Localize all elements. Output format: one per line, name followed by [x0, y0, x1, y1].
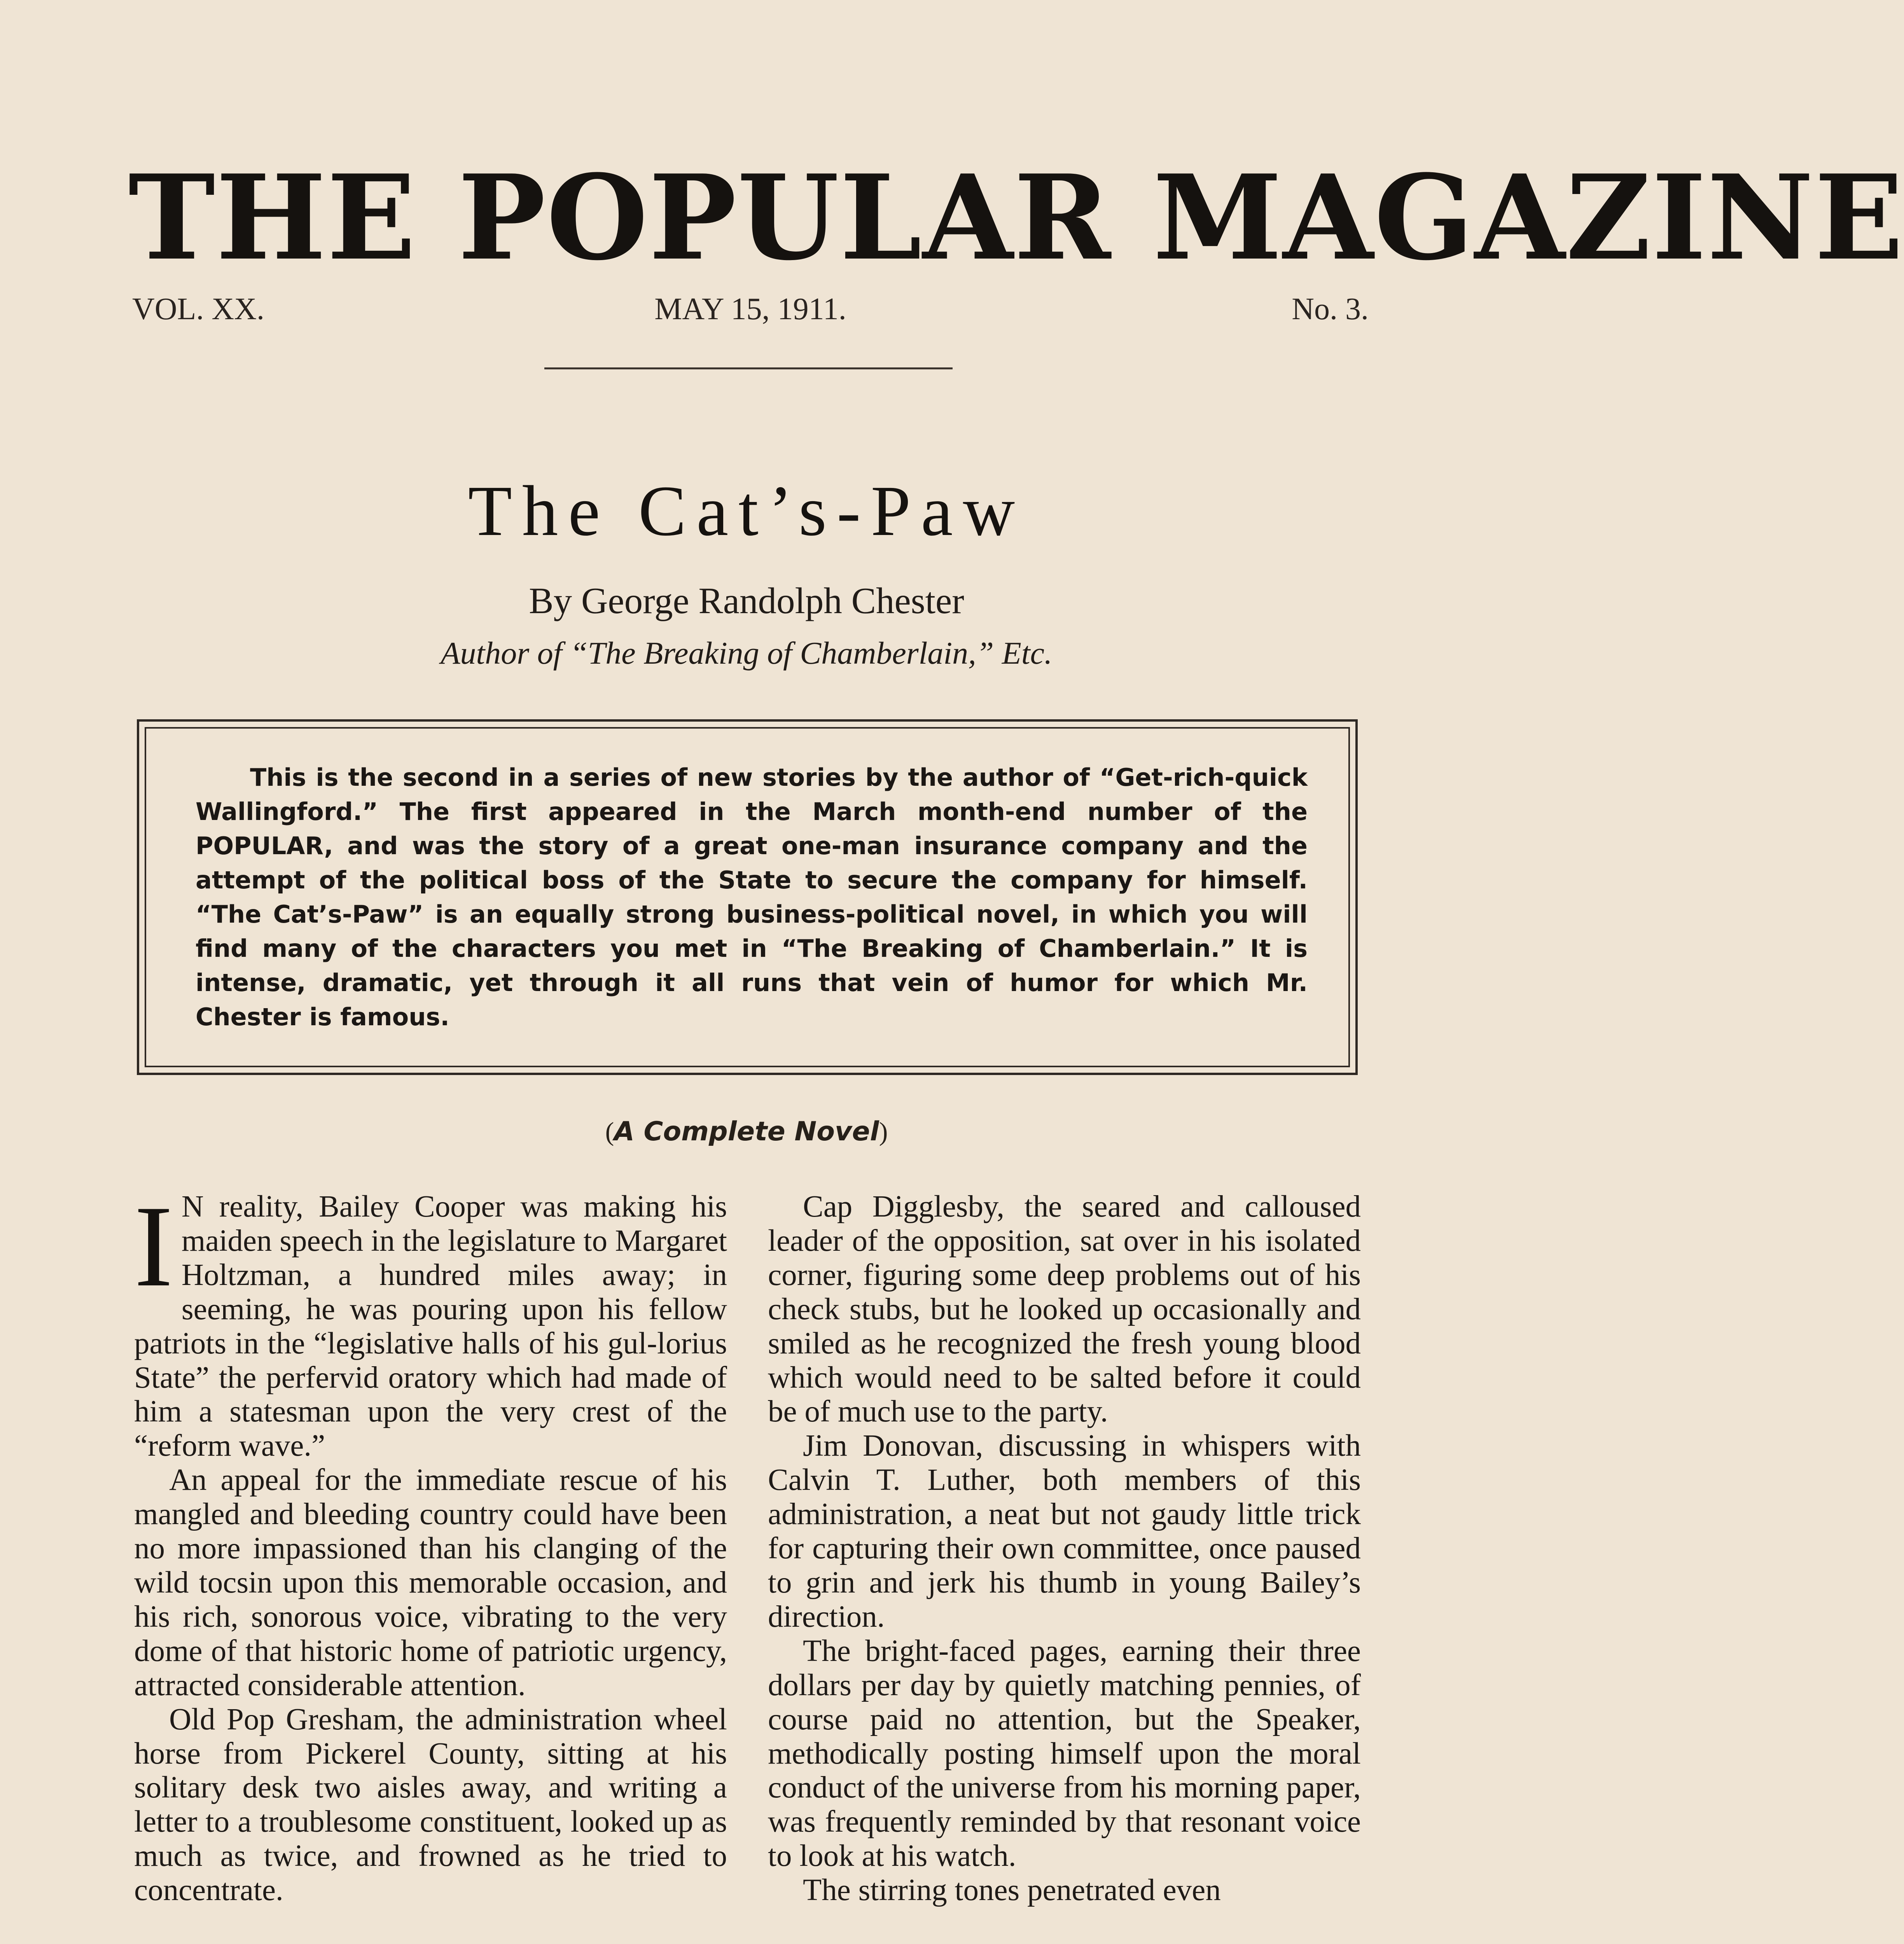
paragraph [134, 1182, 727, 1463]
intro-box [137, 719, 1358, 1075]
paragraph-text: N reality, Bailey Cooper was making his maiden speech in the legislature to Margaret Holtzman, a hundred miles away; in seeming, he was pouring upon his fellow patriots in the “legislative halls of his gul-lorius State” the perfervid oratory which had made of him a statesman upon the very crest of the “reform wave.” [134, 1190, 727, 1463]
divider-rule [544, 367, 953, 369]
section-note: A Complete Novel [614, 1116, 879, 1147]
issue-number: No. 3. [1292, 292, 1369, 326]
paragraph: The bright-faced pages, earning their three dollars per day by quietly matching pennies, of course paid no attention, but the Speaker, methodically posting himself upon the moral conduct of the universe from his morning paper, was frequently reminded by that resonant voice to look at his watch. [768, 1634, 1361, 1873]
paragraph: Cap Digglesby, the seared and calloused leader of the opposition, sat over in his isolated corner, figuring some deep problems out of his check stubs, but he looked up occasionally and smiled as he recognized the fresh young blood which would need to be salted before it could be of much use to the party. [768, 1190, 1361, 1429]
issue-date: MAY 15, 1911. [654, 292, 846, 326]
author-credit: Author of “The Breaking of Chamberlain,” Etc. [441, 635, 1053, 671]
drop-cap: I [134, 1182, 173, 1311]
paragraph: Jim Donovan, discussing in whispers with Calvin T. Luther, both members of this administration, a neat but not gaudy little trick for capturing their own committee, once paused to grin and jerk his thumb in young Bailey’s direction. [768, 1429, 1361, 1634]
section-label [0, 1112, 1493, 1151]
issue-line [132, 288, 1369, 330]
intro-text: This is the second in a series of new stories by the author of “Get-rich-quick Wallingford.” The first appeared in the March month-end number of the POPULAR, and was the story of a great one-man insurance company and the attempt of the political boss of the State to secure the company for himself. “The Cat’s-Paw” is an equally strong business-political novel, in which you will find many of the characters you met in “The Breaking of Chamberlain.” It is intense, dramatic, yet through it all runs that vein of humor for which Mr. Chester is famous. [196, 763, 1308, 1031]
paragraph: Old Pop Gresham, the administration wheel horse from Pickerel County, sitting at his solitary desk two aisles away, and writing a letter to a troublesome constituent, looked up as much as twice, and frowned as he tried to concentrate. [134, 1702, 727, 1907]
section-paren-open: ( [605, 1117, 614, 1146]
column-right [768, 1190, 1361, 1907]
paragraph: The stirring tones penetrated even [803, 1873, 1221, 1907]
story-title: The Cat’s-Paw [468, 471, 1025, 551]
story-byline: By George Randolph Chester [529, 580, 964, 621]
magazine-masthead: THE POPULAR MAGAZINE [128, 149, 1904, 286]
section-paren-close: ) [879, 1117, 888, 1146]
column-left [134, 1182, 727, 1907]
volume-label: VOL. XX. [132, 292, 264, 326]
paragraph: An appeal for the immediate rescue of his mangled and bleeding country could have been no more impassioned than his clanging of the wild tocsin upon this memorable occasion, and his rich, sonorous voice, vibrating to the very dome of that historic home of patriotic urgency, attracted considerable attention. [134, 1463, 727, 1702]
